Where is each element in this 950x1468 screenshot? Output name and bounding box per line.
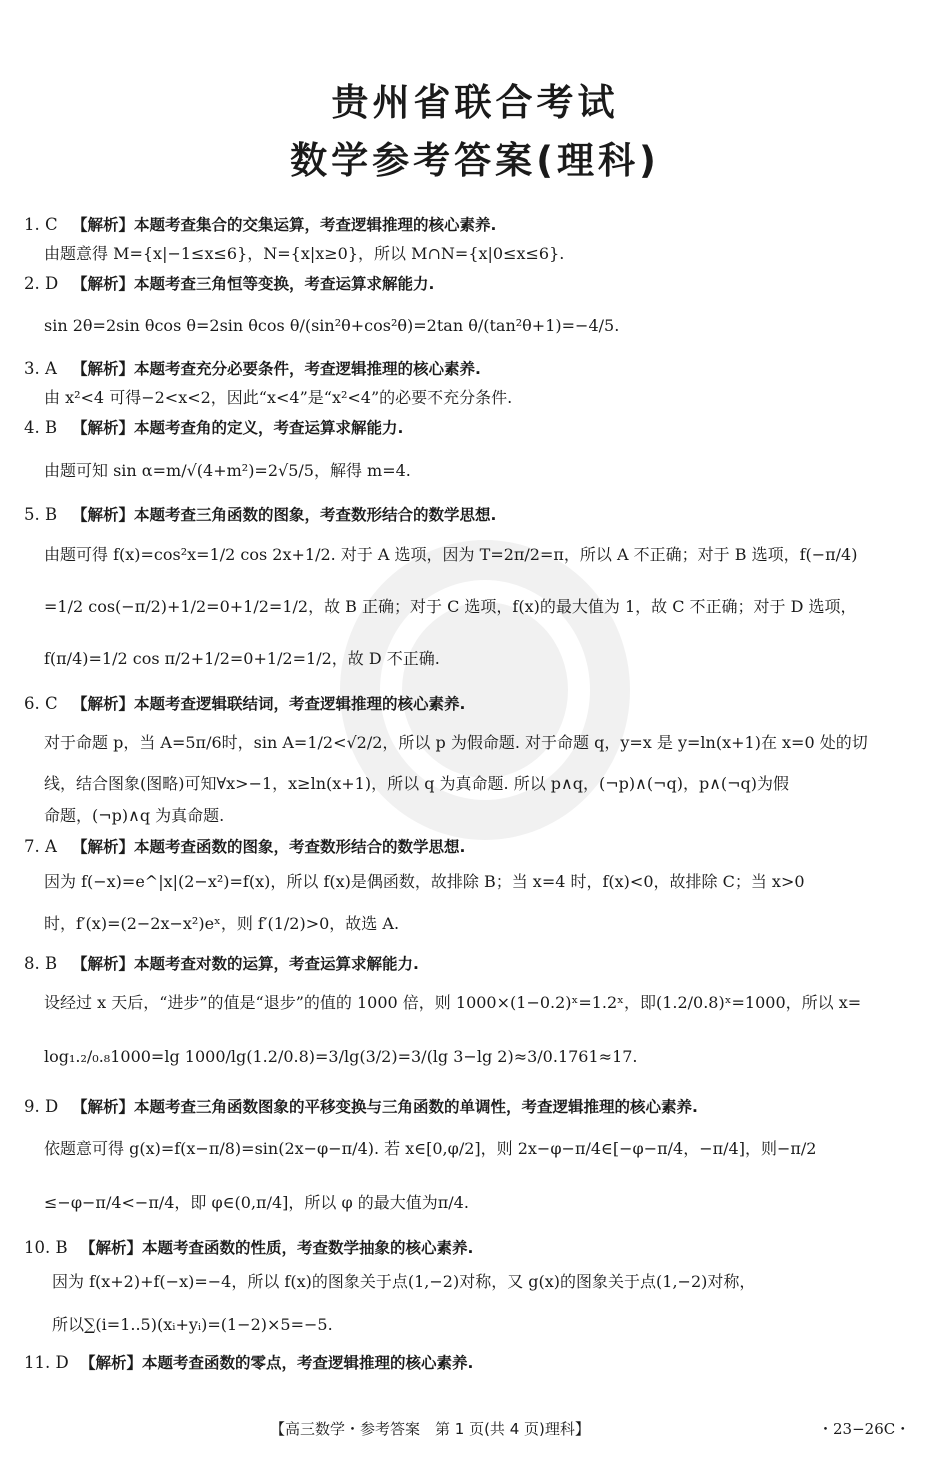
analysis-heading: 【解析】本题考查三角函数图象的平移变换与三角函数的单调性，考查逻辑推理的核心素养.	[72, 1098, 698, 1116]
answer-number: 11. D	[24, 1353, 69, 1372]
analysis-line: 时，f′(x)=(2−2x−x²)eˣ，则 f′(1/2)>0，故选 A.	[44, 914, 400, 933]
question-4	[24, 413, 929, 500]
answer-number: 7. A	[24, 837, 57, 856]
answer-list	[24, 210, 929, 1377]
question-11	[24, 1348, 929, 1377]
analysis-line: sin 2θ=2sin θcos θ=2sin θcos θ/(sin²θ+cos²θ)=2tan θ/(tan²θ+1)=−4/5.	[44, 316, 620, 335]
question-2	[24, 269, 929, 354]
analysis-line: 所以∑(i=1..5)(xᵢ+yᵢ)=(1−2)×5=−5.	[52, 1315, 333, 1334]
analysis-line: 依题意可得 g(x)=f(x−π/8)=sin(2x−φ−π/4). 若 x∈[0,φ/2]，则 2x−φ−π/4∈[−φ−π/4，−π/4]，则−π/2	[44, 1139, 817, 1158]
question-8	[24, 949, 929, 1086]
analysis-line: 命题，(¬p)∧q 为真命题.	[44, 806, 225, 825]
analysis-heading: 【解析】本题考查函数的性质，考查数学抽象的核心素养.	[80, 1239, 474, 1257]
question-3	[24, 354, 929, 413]
answer-number: 9. D	[24, 1097, 59, 1116]
analysis-heading: 【解析】本题考查逻辑联结词，考查逻辑推理的核心素养.	[72, 695, 466, 713]
answer-number: 5. B	[24, 505, 58, 524]
answer-number: 10. B	[24, 1238, 68, 1257]
analysis-heading: 【解析】本题考查角的定义，考查运算求解能力.	[72, 419, 404, 437]
analysis-heading: 【解析】本题考查对数的运算，考查运算求解能力.	[72, 955, 419, 973]
question-9	[24, 1092, 929, 1229]
analysis-heading: 【解析】本题考查三角恒等变换，考查运算求解能力.	[72, 275, 435, 293]
analysis-line: 由题可知 sin α=m/√(4+m²)=2√5/5，解得 m=4.	[44, 461, 411, 480]
answer-number: 3. A	[24, 359, 57, 378]
answer-number: 8. B	[24, 954, 58, 973]
question-7	[24, 832, 929, 945]
footer-code: ・23−26C・	[818, 1420, 911, 1438]
analysis-line: 因为 f(−x)=e^|x|(2−x²)=f(x)，所以 f(x)是偶函数，故排除 B；当 x=4 时，f(x)<0，故排除 C；当 x>0	[44, 872, 805, 891]
analysis-heading: 【解析】本题考查集合的交集运算，考查逻辑推理的核心素养.	[72, 216, 497, 234]
answer-number: 2. D	[24, 274, 59, 293]
question-10	[24, 1233, 929, 1348]
page-title: 贵州省联合考试	[331, 81, 619, 124]
analysis-line: ≤−φ−π/4<−π/4，即 φ∈(0,π/4]，所以 φ 的最大值为π/4.	[44, 1193, 469, 1212]
analysis-line: 因为 f(x+2)+f(−x)=−4，所以 f(x)的图象关于点(1,−2)对称，又 g(x)的图象关于点(1,−2)对称，	[52, 1272, 756, 1291]
page-footer	[0, 1418, 950, 1442]
question-1	[24, 210, 929, 269]
page-subtitle: 数学参考答案(理科)	[290, 139, 660, 182]
analysis-line: 线，结合图象(图略)可知∀x>−1，x≥ln(x+1)，所以 q 为真命题. 所以 p∧q，(¬p)∧(¬q)，p∧(¬q)为假	[44, 774, 790, 793]
analysis-line: 由题意得 M={x|−1≤x≤6}，N={x|x≥0}，所以 M∩N={x|0≤x≤6}.	[44, 244, 565, 263]
analysis-heading: 【解析】本题考查函数的零点，考查逻辑推理的核心素养.	[80, 1354, 474, 1372]
analysis-line: 设经过 x 天后，“进步”的值是“退步”的值的 1000 倍，则 1000×(1−0.2)ˣ=1.2ˣ，即(1.2/0.8)ˣ=1000，所以 x=	[44, 993, 862, 1012]
analysis-line: 对于命题 p，当 A=5π/6时，sin A=1/2<√2/2，所以 p 为假命题. 对于命题 q，y=x 是 y=ln(x+1)在 x=0 处的切	[44, 733, 868, 752]
analysis-heading: 【解析】本题考查函数的图象，考查数形结合的数学思想.	[72, 838, 466, 856]
answer-number: 4. B	[24, 418, 58, 437]
analysis-line: log₁.₂/₀.₈1000=lg 1000/lg(1.2/0.8)=3/lg(3/2)=3/(lg 3−lg 2)≈3/0.1761≈17.	[44, 1047, 638, 1066]
analysis-line: f(π/4)=1/2 cos π/2+1/2=0+1/2=1/2，故 D 不正确.	[44, 649, 440, 668]
analysis-heading: 【解析】本题考查三角函数的图象，考查数形结合的数学思想.	[72, 506, 497, 524]
answer-number: 1. C	[24, 215, 58, 234]
answer-number: 6. C	[24, 694, 58, 713]
analysis-heading: 【解析】本题考查充分必要条件，考查逻辑推理的核心素养.	[72, 360, 481, 378]
question-5	[24, 500, 929, 685]
analysis-line: 由 x²<4 可得−2<x<2，因此“x<4”是“x²<4”的必要不充分条件.	[44, 388, 513, 407]
analysis-line: 由题可得 f(x)=cos²x=1/2 cos 2x+1/2. 对于 A 选项，因为 T=2π/2=π，所以 A 不正确；对于 B 选项，f(−π/4)	[44, 545, 858, 564]
footer-page-info: 【高三数学・参考答案 第 1 页(共 4 页)理科】	[270, 1420, 590, 1438]
analysis-line: =1/2 cos(−π/2)+1/2=0+1/2=1/2，故 B 正确；对于 C 选项，f(x)的最大值为 1，故 C 不正确；对于 D 选项，	[44, 597, 857, 616]
question-6	[24, 689, 929, 832]
